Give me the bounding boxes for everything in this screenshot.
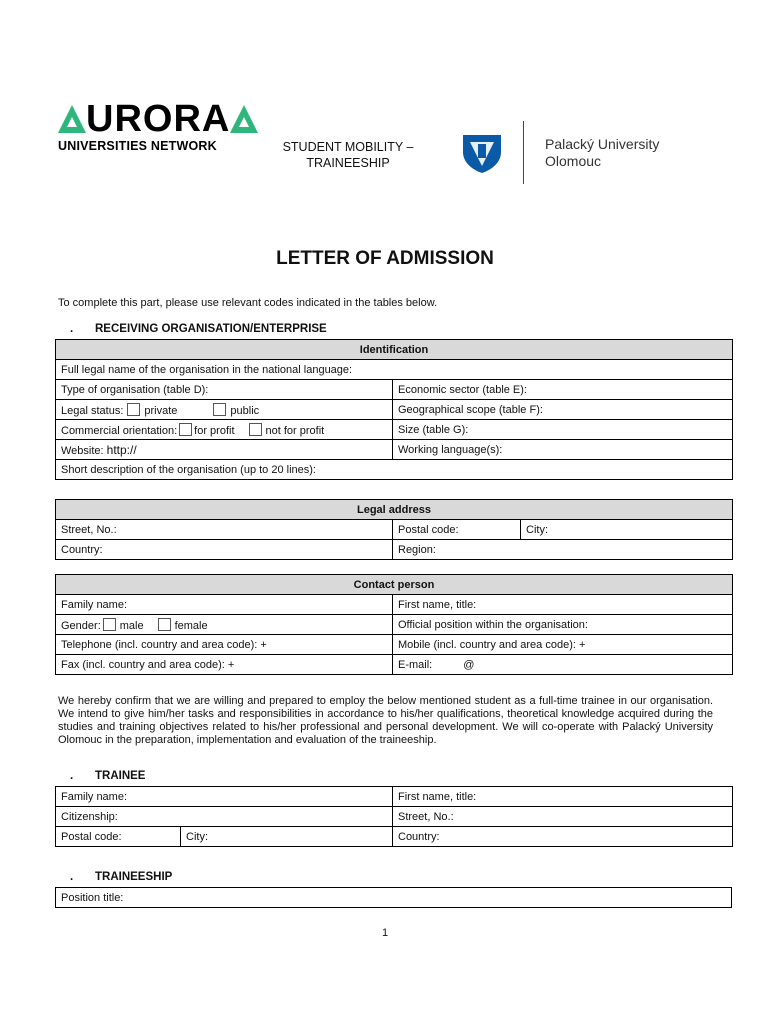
official-position-field[interactable]: Official position within the organisation:	[393, 615, 733, 635]
document-type-line1: STUDENT MOBILITY –	[282, 140, 414, 154]
contact-first-name-field[interactable]: First name, title:	[393, 595, 733, 615]
telephone-field[interactable]: Telephone (incl. country and area code): +	[56, 635, 393, 655]
intro-text: To complete this part, please use relevant codes indicated in the tables below.	[58, 297, 438, 309]
organisation-type-field[interactable]: Type of organisation (table D):	[56, 380, 393, 400]
city-field[interactable]: City:	[521, 520, 733, 540]
economic-sector-field[interactable]: Economic sector (table E):	[393, 380, 733, 400]
traineeship-table	[55, 887, 732, 908]
trainee-city-field[interactable]: City:	[181, 827, 393, 847]
contact-family-name-field[interactable]: Family name:	[56, 595, 393, 615]
section-title: TRAINEE	[95, 770, 146, 782]
trainee-first-name-field[interactable]: First name, title:	[393, 787, 733, 807]
aurora-triangle-icon	[230, 105, 258, 133]
upol-name-line1: Palacký University	[545, 136, 660, 152]
website-field[interactable]	[56, 440, 393, 460]
trainee-citizenship-field[interactable]: Citizenship:	[56, 807, 393, 827]
geographical-scope-field[interactable]: Geographical scope (table F):	[393, 400, 733, 420]
trainee-street-field[interactable]: Street, No.:	[393, 807, 733, 827]
female-checkbox[interactable]	[158, 618, 171, 631]
section-title: RECEIVING ORGANISATION/ENTERPRISE	[95, 323, 327, 335]
not-for-profit-checkbox[interactable]	[249, 423, 262, 436]
email-field[interactable]	[393, 655, 733, 675]
page-number: 1	[381, 927, 389, 939]
male-checkbox[interactable]	[103, 618, 116, 631]
upol-name-line2: Olomouc	[545, 153, 602, 169]
gender-row	[56, 615, 393, 635]
identification-header: Identification	[56, 340, 733, 360]
section-heading-trainee	[58, 770, 145, 782]
full-legal-name-field[interactable]: Full legal name of the organisation in the national language:	[56, 360, 733, 380]
section-heading-organisation	[58, 323, 327, 335]
section-number: .	[70, 323, 74, 335]
private-checkbox[interactable]	[127, 403, 140, 416]
private-label: private	[144, 404, 178, 417]
trainee-table	[55, 786, 733, 847]
upol-crest-icon	[460, 132, 504, 174]
trainee-country-field[interactable]: Country:	[393, 827, 733, 847]
fax-field[interactable]: Fax (incl. country and area code): +	[56, 655, 393, 675]
commercial-orientation-label: Commercial orientation:	[61, 424, 178, 437]
trainee-family-name-field[interactable]: Family name:	[56, 787, 393, 807]
document-type	[262, 139, 434, 171]
gender-label: Gender:	[61, 619, 101, 632]
section-number: .	[70, 871, 74, 883]
contact-person-header: Contact person	[56, 575, 733, 595]
contact-person-table	[55, 574, 733, 675]
identification-table	[55, 339, 733, 480]
upol-logo-text	[545, 136, 660, 170]
size-field[interactable]: Size (table G):	[393, 420, 733, 440]
postal-code-field[interactable]: Postal code:	[393, 520, 521, 540]
male-label: male	[119, 619, 144, 632]
email-at-sign: @	[463, 658, 475, 671]
page-title: LETTER OF ADMISSION	[276, 248, 494, 269]
country-field[interactable]: Country:	[56, 540, 393, 560]
section-heading-traineeship	[58, 871, 172, 883]
short-description-field[interactable]: Short description of the organisation (up to 20 lines):	[56, 460, 733, 480]
commercial-orientation-row	[56, 420, 393, 440]
logo-divider	[523, 121, 524, 184]
legal-status-label: Legal status:	[61, 404, 124, 417]
public-checkbox[interactable]	[213, 403, 226, 416]
crest-mark-shape	[478, 144, 486, 158]
section-title: TRAINEESHIP	[95, 871, 173, 883]
aurora-logo-subtitle: UNIVERSITIES NETWORK	[58, 139, 217, 153]
website-value: http://	[106, 442, 137, 457]
not-for-profit-label: not for profit	[265, 424, 325, 437]
document-type-line2: TRAINEESHIP	[306, 156, 390, 170]
legal-address-table	[55, 499, 733, 560]
legal-status-row	[56, 400, 393, 420]
aurora-logo-word: URORA	[86, 98, 231, 140]
trainee-postal-code-field[interactable]: Postal code:	[56, 827, 181, 847]
confirmation-paragraph: We hereby confirm that we are willing and prepared to employ the below mentioned student as a full-time trainee in our organisation. We intend to give him/her tasks and responsibilities in accordance to his/her qualifications, theoretical knowledge acquired during the studies and training objectives related to his/her professional and personal development. We will co-operate with Palacký University Olomouc in the preparation, implementation and evaluation of the traineeship.	[58, 695, 713, 746]
region-field[interactable]: Region:	[393, 540, 733, 560]
aurora-triangle-icon	[58, 105, 86, 133]
for-profit-checkbox[interactable]	[179, 423, 192, 436]
mobile-field[interactable]: Mobile (incl. country and area code): +	[393, 635, 733, 655]
working-languages-field[interactable]: Working language(s):	[393, 440, 733, 460]
public-label: public	[230, 404, 260, 417]
for-profit-label: for profit	[194, 424, 235, 437]
website-label: Website:	[61, 444, 104, 457]
legal-address-header: Legal address	[56, 500, 733, 520]
email-label: E-mail:	[398, 658, 433, 671]
position-title-field[interactable]: Position title:	[56, 888, 732, 908]
aurora-logo	[58, 100, 258, 138]
section-number: .	[70, 770, 74, 782]
street-field[interactable]: Street, No.:	[56, 520, 393, 540]
female-label: female	[174, 619, 208, 632]
